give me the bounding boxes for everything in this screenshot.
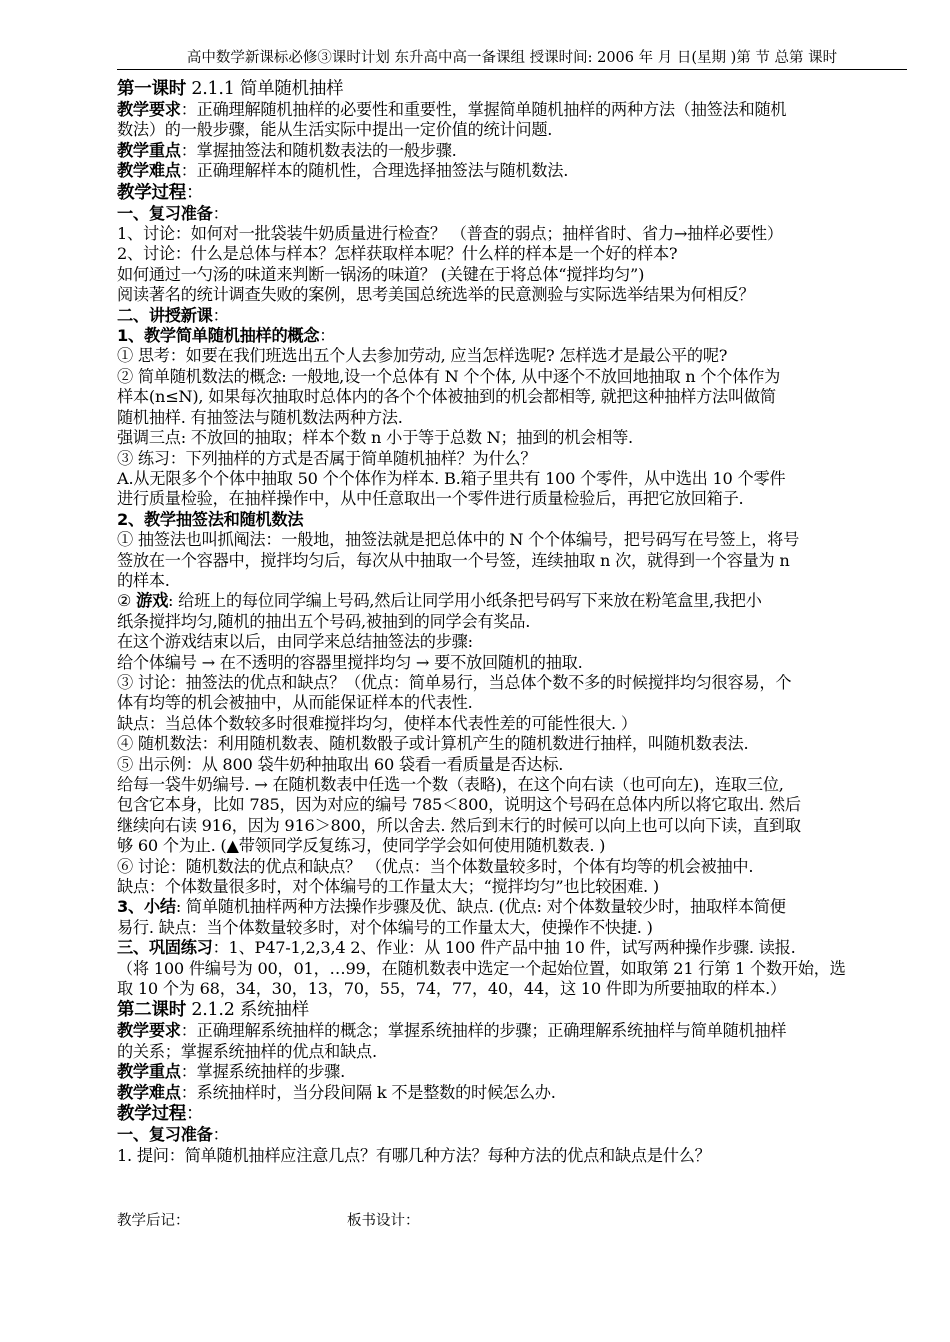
text-line xyxy=(117,632,909,652)
text-line xyxy=(117,387,909,407)
line-bold-label: 教学重点 xyxy=(117,1062,181,1082)
line-bold-label: 二、讲授新课 xyxy=(117,305,213,325)
text-line xyxy=(117,285,909,305)
text-line xyxy=(117,1042,909,1062)
line-bold-label: 1、教学简单随机抽样的概念 xyxy=(117,326,320,346)
line-bold-label: 教学难点 xyxy=(117,1082,181,1102)
line-text: ：正确理解系统抽样的概念；掌握系统抽样的步骤；正确理解系统抽样与简单随机抽样 xyxy=(180,1021,787,1041)
line-text: 纸条搅拌均匀,随机的抽出五个号码,被抽到的同学会有奖品. xyxy=(117,611,531,631)
text-line xyxy=(117,1125,909,1145)
line-text: 1. 提问：简单随机抽样应注意几点？有哪几种方法？每种方法的优点和缺点是什么？ xyxy=(117,1145,711,1165)
line-text: ：掌握抽签法和随机数表法的一般步骤. xyxy=(180,140,457,160)
line-text: 的关系；掌握系统抽样的优点和缺点. xyxy=(117,1041,377,1061)
line-text: : 简单随机抽样两种方法操作步骤及优、缺点. (优点: 对个体数量较少时，抽取样本简便 xyxy=(175,897,786,917)
line-bold-label: 游戏 xyxy=(136,591,169,611)
line-text: ① 思考：如要在我们班选出五个人去参加劳动, 应当怎样选呢? 怎样选才是最公平的呢? xyxy=(117,346,728,366)
line-bold-label: 教学要求 xyxy=(117,1021,181,1041)
text-line xyxy=(117,693,909,713)
text-line xyxy=(117,673,909,693)
line-text: 数法）的一般步骤，能从生活实际中提出一定价值的统计问题. xyxy=(117,120,553,140)
line-text: 在这个游戏结束以后，由同学来总结抽签法的步骤: xyxy=(117,632,473,652)
text-line xyxy=(117,120,909,140)
line-text: 随机抽样. 有抽签法与随机数法两种方法. xyxy=(117,407,403,427)
text-line xyxy=(117,1062,909,1082)
line-text: ② xyxy=(117,591,137,611)
line-text: 给个体编号 → 在不透明的容器里搅拌均匀 → 要不放回随机的抽取. xyxy=(117,652,583,672)
text-line xyxy=(117,755,909,775)
line-text: 2.1.1 简单随机抽样 xyxy=(186,79,344,99)
line-text: ： xyxy=(186,1104,204,1125)
line-text: 缺点：当总体个数较多时很难搅拌均匀，使样本代表性差的可能性很大. ） xyxy=(117,713,637,733)
line-text: ： xyxy=(186,182,204,203)
text-line xyxy=(117,938,909,958)
text-line xyxy=(117,469,909,489)
text-line xyxy=(117,857,909,877)
line-text: 体有均等的机会被抽中，从而能保证样本的代表性. xyxy=(117,693,473,713)
line-bold-label: 教学重点 xyxy=(117,140,181,160)
line-text: ：系统抽样时，当分段间隔 k 不是整数的时候怎么办. xyxy=(180,1082,556,1102)
line-text: 如何通过一勺汤的味道来判断一锅汤的味道？ (关键在于将总体“搅拌均匀”) xyxy=(117,264,645,284)
text-line xyxy=(117,428,909,448)
line-text: ：正确理解样本的随机性，合理选择抽签法与随机数法. xyxy=(180,161,569,181)
text-line xyxy=(117,510,909,530)
text-line xyxy=(117,734,909,754)
line-bold-label: 2、教学抽签法和随机数法 xyxy=(117,509,304,529)
text-line xyxy=(117,816,909,836)
text-line xyxy=(117,367,909,387)
footer-postscript-label: 教学后记： xyxy=(117,1213,190,1229)
line-text: ： xyxy=(212,203,229,223)
line-text: 的样本. xyxy=(117,570,170,590)
text-line xyxy=(117,224,909,244)
text-line xyxy=(117,571,909,591)
text-line xyxy=(117,1021,909,1041)
line-text: ： xyxy=(212,1125,229,1145)
text-line xyxy=(117,161,909,181)
line-bold-label: 第二课时 xyxy=(117,1000,186,1021)
text-line xyxy=(117,795,909,815)
line-bold-label: 一、复习准备 xyxy=(117,203,213,223)
text-line xyxy=(117,979,909,999)
text-line xyxy=(117,204,909,224)
text-line xyxy=(117,326,909,346)
line-text: 1、讨论：如何对一批袋装牛奶质量进行检查？ （普查的弱点；抽样省时、省力→抽样必要性） xyxy=(117,224,783,244)
line-bold-label: 第一课时 xyxy=(117,79,186,99)
line-bold-label: 教学过程 xyxy=(117,1104,186,1125)
line-text: ③ 练习：下列抽样的方式是否属于简单随机抽样？为什么？ xyxy=(117,448,537,468)
text-line xyxy=(117,141,909,161)
line-bold-label: 一、复习准备 xyxy=(117,1125,213,1145)
line-text: 进行质量检验，在抽样操作中，从中任意取出一个零件进行质量检验后，再把它放回箱子. xyxy=(117,489,744,509)
line-text: 给每一袋牛奶编号. → 在随机数表中任选一个数（表略)，在这个向右读（也可向左)，连取三位, xyxy=(117,775,784,794)
line-text: 2.1.2 系统抽样 xyxy=(186,1000,309,1021)
text-line xyxy=(117,244,909,264)
line-bold-label: 教学要求 xyxy=(117,100,181,119)
line-bold-label: 教学难点 xyxy=(117,161,181,181)
line-text: ： xyxy=(319,326,336,346)
line-text: 签放在一个容器中，搅拌均匀后，每次从中抽取一个号签，连续抽取 n 次，就得到一个容量为 n xyxy=(117,550,790,570)
text-line xyxy=(117,78,909,100)
line-text: ① 抽签法也叫抓阄法：一般地，抽签法就是把总体中的 N 个个体编号，把号码写在号签上，将号 xyxy=(117,530,800,550)
line-text: ⑤ 出示例：从 800 袋牛奶种抽取出 60 袋看一看质量是否达标. xyxy=(117,754,564,774)
text-line xyxy=(117,653,909,673)
text-line xyxy=(117,530,909,550)
page-footer xyxy=(117,1212,907,1230)
text-line xyxy=(117,877,909,897)
text-line xyxy=(117,306,909,326)
line-text: 取 10 个为 68，34，30，13，70，55，74，77，40，44，这 10 件即为所要抽取的样本.） xyxy=(117,979,786,999)
text-line xyxy=(117,182,909,204)
line-text: 2、讨论：什么是总体与样本？怎样获取样本呢？什么样的样本是一个好的样本? xyxy=(117,244,678,264)
text-line xyxy=(117,999,909,1021)
line-text: ⑥ 讨论：随机数法的优点和缺点？ （优点：当个体数量较多时，个体有均等的机会被抽中. xyxy=(117,856,754,876)
line-text: ③ 讨论：抽签法的优点和缺点？（优点：简单易行，当总体个数不多的时候搅拌均匀很容易，个 xyxy=(117,672,792,692)
text-line xyxy=(117,1083,909,1103)
line-text: A.从无限多个个体中抽取 50 个个体作为样本. B.箱子里共有 100 个零件，从中选出 10 个零件 xyxy=(117,468,786,488)
page-header: 高中数学新课标必修③课时计划 东升高中高一备课组 授课时间: 2006 年 月 日(星期 )第 节 总第 课时 xyxy=(117,49,907,70)
line-text: 继续向右读 916，因为 916＞800，所以舍去. 然后到末行的时候可以向上也可以向下读，直到取 xyxy=(117,815,801,835)
text-line xyxy=(117,551,909,571)
line-bold-label: 教学过程 xyxy=(117,182,186,203)
text-line xyxy=(117,1146,909,1166)
text-line xyxy=(117,346,909,366)
line-text: 够 60 个为止. (▲带领同学反复练习，使同学学会如何使用随机数表. ) xyxy=(117,836,606,856)
line-text: （将 100 件编号为 00，01，…99，在随机数表中选定一个起始位置，如取第 21 行第 1 个数开始，选 xyxy=(117,958,846,978)
text-line xyxy=(117,591,909,611)
text-line xyxy=(117,100,909,120)
line-bold-label: 3、小结 xyxy=(117,897,176,917)
line-text: ：1、P47-1,2,3,4 2、作业：从 100 件产品中抽 10 件，试写两种操作步骤. 读报. xyxy=(212,938,796,958)
text-line xyxy=(117,449,909,469)
line-text: ：掌握系统抽样的步骤. xyxy=(180,1062,346,1082)
line-text: 强调三点: 不放回的抽取；样本个数 n 小于等于总数 N；抽到的机会相等. xyxy=(117,428,633,448)
line-text: ： xyxy=(212,305,229,325)
text-line xyxy=(117,714,909,734)
text-line xyxy=(117,897,909,917)
line-text: : 给班上的每位同学编上号码,然后让同学用小纸条把号码写下来放在粉笔盒里,我把小 xyxy=(168,591,762,611)
text-line xyxy=(117,612,909,632)
text-line xyxy=(117,408,909,428)
text-line xyxy=(117,836,909,856)
line-text: 阅读著名的统计调查失败的案例，思考美国总统选举的民意测验与实际选举结果为何相反？ xyxy=(117,285,755,305)
text-line xyxy=(117,959,909,979)
text-line xyxy=(117,775,909,795)
text-line xyxy=(117,489,909,509)
line-text: 包含它本身，比如 785，因为对应的编号 785＜800，说明这个号码在总体内所以将它取出. 然后 xyxy=(117,795,801,815)
line-text: ：正确理解随机抽样的必要性和重要性，掌握简单随机抽样的两种方法（抽签法和随机 xyxy=(180,100,787,119)
line-bold-label: 三、巩固练习 xyxy=(117,938,213,958)
line-text: 样本(n≤N), 如果每次抽取时总体内的各个个体被抽到的机会都相等, 就把这种抽样方法叫做简 xyxy=(117,387,776,407)
text-line xyxy=(117,918,909,938)
text-line xyxy=(117,1103,909,1125)
footer-board-design-label: 板书设计： xyxy=(347,1213,420,1229)
line-text: 缺点：个体数量很多时，对个体编号的工作量太大；“搅拌均匀”也比较困难. ) xyxy=(117,877,659,897)
line-text: 易行. 缺点：当个体数量较多时，对个体编号的工作量太大，使操作不快捷. ) xyxy=(117,917,653,937)
text-line xyxy=(117,265,909,285)
line-text: ④ 随机数法：利用随机数表、随机数骰子或计算机产生的随机数进行抽样，叫随机数表法. xyxy=(117,734,749,754)
document-body xyxy=(117,78,909,1166)
line-text: ② 简单随机数法的概念: 一般地,设一个总体有 N 个个体, 从中逐个不放回地抽取 n 个个体作为 xyxy=(117,366,781,386)
